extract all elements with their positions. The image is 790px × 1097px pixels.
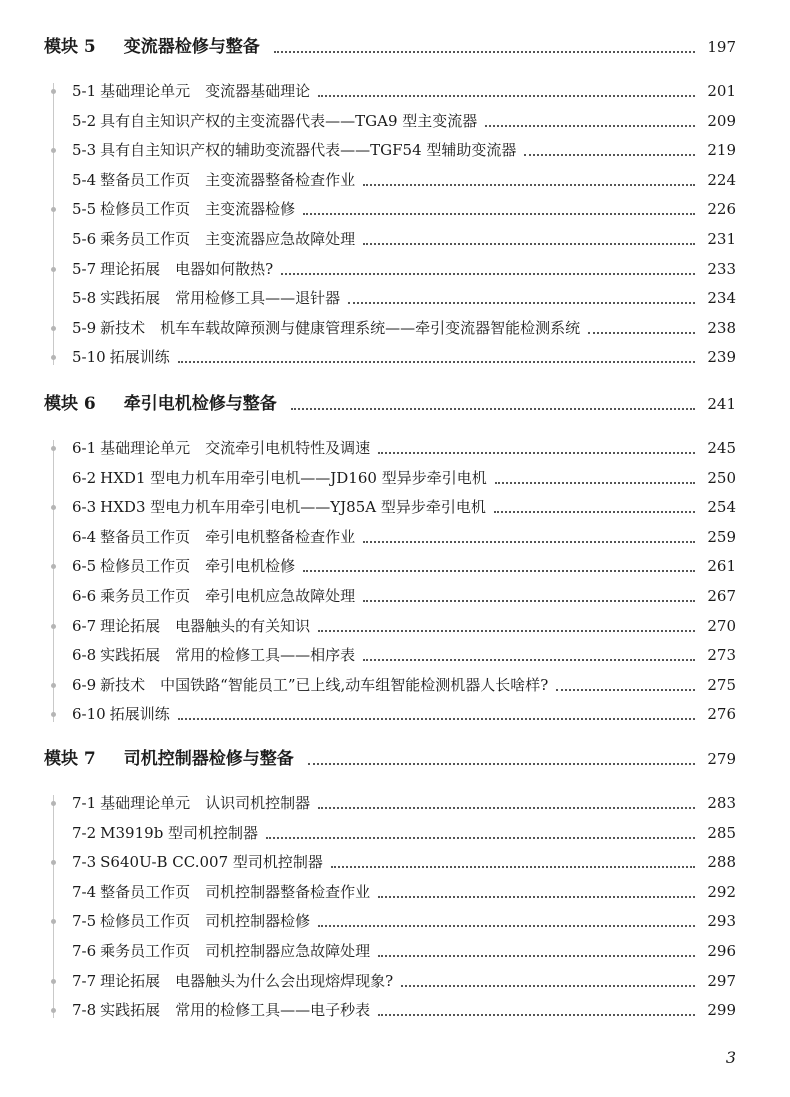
- entry-number: 5-3: [72, 141, 97, 160]
- entry-title: 实践拓展 常用的检修工具——电子秒表: [100, 1001, 371, 1020]
- dot-leader: [303, 195, 695, 223]
- entry-page-number: 283: [707, 794, 736, 812]
- toc-entry[interactable]: [0, 523, 790, 551]
- toc-entry[interactable]: [0, 195, 790, 223]
- entry-number: 5-2: [72, 111, 97, 130]
- entry-number: 7-8: [72, 1001, 97, 1020]
- entry-title: 乘务员工作页 司机控制器应急故障处理: [100, 942, 371, 960]
- dot-leader: [494, 493, 696, 521]
- module-page-number: 197: [707, 38, 736, 56]
- entry-number: 7-5: [72, 912, 97, 931]
- entry-title: 具有自主知识产权的主变流器代表——TGA9 型主变流器: [100, 111, 478, 130]
- dot-leader: [363, 225, 695, 253]
- module-page-number: 241: [707, 395, 736, 413]
- module-heading[interactable]: [0, 745, 790, 773]
- entry-number: 6-8: [72, 646, 97, 665]
- entry-page-number: 299: [707, 1001, 736, 1020]
- page-number: 3: [725, 1048, 736, 1067]
- dot-leader: [178, 343, 696, 371]
- entry-title: 理论拓展 电器如何散热?: [100, 259, 274, 278]
- entry-number: 5-1: [72, 82, 97, 100]
- entry-title: M3919b 型司机控制器: [100, 823, 259, 842]
- toc-entry[interactable]: [0, 255, 790, 283]
- dot-leader: [318, 789, 695, 817]
- toc-entry[interactable]: [0, 582, 790, 610]
- toc-entry[interactable]: [0, 671, 790, 699]
- toc-entry[interactable]: [0, 284, 790, 312]
- toc-entry[interactable]: [0, 789, 790, 817]
- module-heading[interactable]: [0, 33, 790, 61]
- entry-page-number: 245: [707, 439, 736, 457]
- toc-entry[interactable]: [0, 907, 790, 935]
- toc-entry[interactable]: [0, 552, 790, 580]
- entry-number: 6-2: [72, 468, 97, 487]
- module-page-number: 279: [707, 750, 736, 768]
- entry-number: 6-10: [72, 705, 106, 724]
- entry-number: 6-5: [72, 557, 97, 576]
- toc-entry[interactable]: [0, 700, 790, 728]
- entry-title: 检修员工作页 司机控制器检修: [100, 912, 311, 931]
- module-heading[interactable]: [0, 390, 790, 418]
- entry-title: 整备员工作页 司机控制器整备检查作业: [100, 882, 371, 901]
- entry-number: 6-9: [72, 675, 97, 694]
- toc-entry[interactable]: [0, 77, 790, 105]
- entry-title: 拓展训练: [109, 348, 170, 367]
- dot-leader: [318, 907, 695, 935]
- entry-title: 新技术 中国铁路“智能员工”已上线,动车组智能检测机器人长啥样?: [100, 675, 549, 694]
- toc-entry[interactable]: [0, 314, 790, 342]
- entry-page-number: 297: [707, 971, 736, 990]
- entry-number: 7-3: [72, 853, 97, 872]
- entry-title: 理论拓展 电器触头为什么会出现熔焊现象?: [100, 971, 394, 990]
- entry-page-number: 250: [707, 468, 736, 487]
- entry-title: 基础理论单元 交流牵引电机特性及调速: [100, 439, 371, 457]
- dot-leader: [588, 314, 695, 342]
- dot-leader: [378, 937, 695, 965]
- entry-number: 5-9: [72, 318, 97, 337]
- entry-number: 7-2: [72, 823, 97, 842]
- toc-entry[interactable]: [0, 434, 790, 462]
- entry-number: 5-5: [72, 200, 97, 219]
- entry-page-number: 259: [707, 527, 736, 546]
- toc-entry[interactable]: [0, 848, 790, 876]
- entry-page-number: 238: [707, 318, 736, 337]
- dot-leader: [378, 878, 695, 906]
- toc-entry[interactable]: [0, 136, 790, 164]
- entry-title: 实践拓展 常用的检修工具——相序表: [100, 646, 356, 665]
- entry-title: HXD1 型电力机车用牵引电机——JD160 型异步牵引电机: [100, 468, 487, 487]
- entry-page-number: 239: [707, 348, 736, 367]
- toc-entry[interactable]: [0, 878, 790, 906]
- entry-page-number: 276: [707, 705, 736, 724]
- entry-page-number: 296: [707, 942, 736, 960]
- dot-leader: [318, 77, 695, 105]
- toc-entry[interactable]: [0, 819, 790, 847]
- toc-entry[interactable]: [0, 641, 790, 669]
- entry-title: 拓展训练: [109, 705, 170, 724]
- entry-title: 基础理论单元 认识司机控制器: [100, 794, 311, 812]
- entry-title: 新技术 机车车载故障预测与健康管理系统——牵引变流器智能检测系统: [100, 318, 581, 337]
- toc-entry[interactable]: [0, 937, 790, 965]
- entry-title: 乘务员工作页 牵引电机应急故障处理: [100, 587, 356, 605]
- toc-entry[interactable]: [0, 612, 790, 640]
- entry-title: 检修员工作页 主变流器检修: [100, 200, 296, 219]
- dot-leader: [308, 745, 696, 773]
- dot-leader: [303, 552, 695, 580]
- entry-page-number: 275: [707, 675, 736, 694]
- dot-leader: [266, 819, 695, 847]
- dot-leader: [178, 700, 696, 728]
- entry-page-number: 209: [707, 111, 736, 130]
- entry-title: 理论拓展 电器触头的有关知识: [100, 616, 311, 635]
- entry-page-number: 273: [707, 646, 736, 665]
- entry-number: 6-1: [72, 439, 97, 457]
- entry-title: S640U-B CC.007 型司机控制器: [100, 853, 323, 872]
- dot-leader: [331, 848, 695, 876]
- entry-number: 5-10: [72, 348, 106, 367]
- entry-page-number: 285: [707, 823, 736, 842]
- module-label: 模块 6: [44, 394, 96, 414]
- dot-leader: [363, 582, 695, 610]
- toc-entry[interactable]: [0, 343, 790, 371]
- dot-leader: [348, 284, 695, 312]
- entry-number: 5-7: [72, 259, 97, 278]
- dot-leader: [281, 255, 695, 283]
- entry-page-number: 224: [707, 170, 736, 189]
- toc-entry[interactable]: [0, 493, 790, 521]
- entry-number: 5-6: [72, 230, 97, 248]
- toc-entry[interactable]: [0, 107, 790, 135]
- dot-leader: [485, 107, 695, 135]
- module-label: 模块 5: [44, 37, 96, 57]
- entry-number: 6-4: [72, 527, 97, 546]
- toc-entry[interactable]: [0, 225, 790, 253]
- dot-leader: [524, 136, 695, 164]
- entry-title: 检修员工作页 牵引电机检修: [100, 557, 296, 576]
- dot-leader: [318, 612, 695, 640]
- dot-leader: [363, 641, 695, 669]
- entry-page-number: 201: [707, 82, 736, 100]
- toc-entry[interactable]: [0, 166, 790, 194]
- entry-number: 6-7: [72, 616, 97, 635]
- entry-number: 6-6: [72, 587, 97, 605]
- toc-entry[interactable]: [0, 967, 790, 995]
- dot-leader: [556, 671, 695, 699]
- dot-leader: [495, 464, 696, 492]
- dot-leader: [378, 434, 695, 462]
- dot-leader: [363, 166, 695, 194]
- entry-title: 基础理论单元 变流器基础理论: [100, 82, 311, 100]
- entry-page-number: 226: [707, 200, 736, 219]
- entry-page-number: 231: [707, 230, 736, 248]
- entry-title: 实践拓展 常用检修工具——退针器: [100, 289, 341, 308]
- module-title: 牵引电机检修与整备: [123, 394, 277, 414]
- entry-title: 乘务员工作页 主变流器应急故障处理: [100, 230, 356, 248]
- entry-number: 5-4: [72, 170, 97, 189]
- entry-number: 7-7: [72, 971, 97, 990]
- module-label: 模块 7: [44, 749, 96, 769]
- entry-page-number: 219: [707, 141, 736, 160]
- toc-entry[interactable]: [0, 464, 790, 492]
- entry-number: 6-3: [72, 498, 97, 517]
- entry-page-number: 234: [707, 289, 736, 308]
- dot-leader: [363, 523, 695, 551]
- entry-title: 具有自主知识产权的辅助变流器代表——TGF54 型辅助变流器: [100, 141, 517, 160]
- entry-title: 整备员工作页 主变流器整备检查作业: [100, 170, 356, 189]
- entry-page-number: 254: [707, 498, 736, 517]
- entry-number: 7-1: [72, 794, 97, 812]
- entry-number: 7-6: [72, 942, 97, 960]
- entry-title: 整备员工作页 牵引电机整备检查作业: [100, 527, 356, 546]
- module-title: 变流器检修与整备: [123, 37, 260, 57]
- entry-page-number: 293: [707, 912, 736, 931]
- entry-page-number: 233: [707, 259, 736, 278]
- dot-leader: [291, 390, 696, 418]
- entry-page-number: 261: [707, 557, 736, 576]
- entry-title: HXD3 型电力机车用牵引电机——YJ85A 型异步牵引电机: [100, 498, 486, 517]
- entry-page-number: 270: [707, 616, 736, 635]
- dot-leader: [274, 33, 696, 61]
- entry-page-number: 267: [707, 587, 736, 605]
- entry-number: 5-8: [72, 289, 97, 308]
- toc-entry[interactable]: [0, 996, 790, 1024]
- dot-leader: [378, 996, 695, 1024]
- entry-page-number: 288: [707, 853, 736, 872]
- entry-page-number: 292: [707, 882, 736, 901]
- dot-leader: [401, 967, 695, 995]
- entry-number: 7-4: [72, 882, 97, 901]
- module-title: 司机控制器检修与整备: [123, 749, 294, 769]
